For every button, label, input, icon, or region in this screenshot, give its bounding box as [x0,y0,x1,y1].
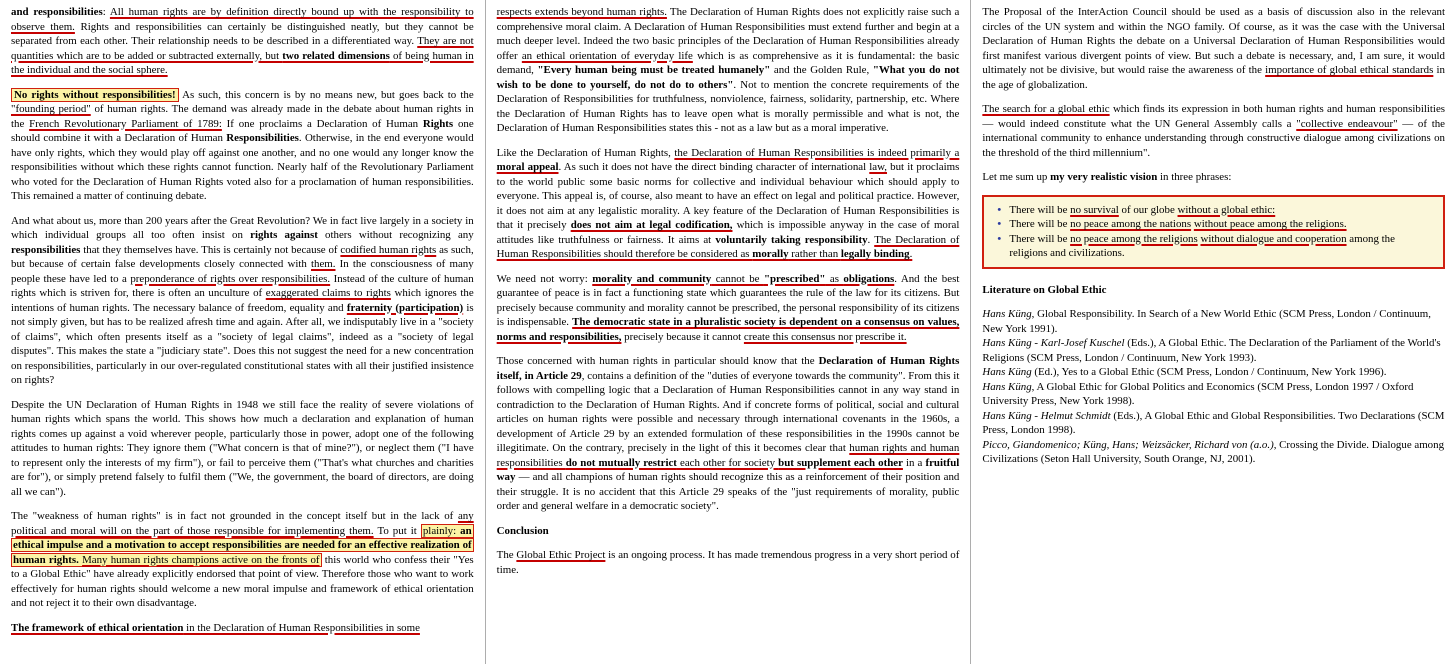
paragraph [11,398,474,500]
text-segment: among the religions and civilizations. [1009,232,1395,259]
literature-entry [982,365,1445,380]
text-segment: : [102,6,110,18]
text-segment: which is as comprehensive as it is fundamental: the basic demand, [496,49,960,76]
text-segment: Picco, Giandomenico; Küng, Hans; Weizsäcker, Richard von (a.o.) [982,438,1274,451]
text-segment: law, [869,161,888,173]
text-segment: but supplement each other [778,456,903,469]
text-segment: and responsibilities [11,6,103,18]
text-segment: — of the international community to enhance understanding through constructive dialogue among civilizations on the threshold of the third millennium". [982,117,1446,159]
text-segment: do not mutually restrict [565,456,677,469]
text-segment: any political and moral will on the part of those responsible for implementing them. [11,510,474,537]
text-segment: in the Declaration of Human Responsibilities in some [183,621,420,634]
text-segment: is not simply given, but has to be realized afresh time and again. After all, we indisputably live in a "society of claims", which often presents itself as a "society of legal claims", indeed as a "society of legal disputes". This makes the state a "judiciary state". Does this not suggest the need for a new concentration on responsibilities, particularly in our over-regulated constitutional states with all their justified insistence on rights? [11,301,474,386]
text-segment: "prescribed" [763,272,826,285]
text-segment: , Crossing the Divide. Dialogue among Civilizations (Seton Hall University, South Orange, NJ, 2001). [982,438,1445,465]
text-segment: human rights and human responsibilities [496,442,960,469]
text-segment: in the age of globalization. [982,64,1446,91]
paragraph [497,272,960,345]
text-segment: . [909,248,913,260]
paragraph [11,5,474,78]
vision-item [994,203,1433,218]
paragraph [982,102,1445,160]
text-segment: exaggerated claims to rights [265,287,391,299]
text-segment: Let me sum up [982,171,1051,183]
text-segment: Many human rights champions active on the fronts of [82,553,320,566]
text-segment: Hans Küng - Helmut Schmidt [982,409,1111,422]
paragraph [982,170,1445,185]
paragraph [11,509,474,611]
paragraph [497,5,960,136]
text-segment: "founding period" [11,103,91,115]
text-segment: an ethical impulse and a motivation to accept responsibilities are needed for an effective realization of human rights. [13,524,472,566]
vision-callout-box [982,195,1445,269]
text-segment: The democratic state in a pluralistic society is dependent on a consensus on values, norms and responsibilities, [496,316,960,343]
text-segment: . Otherwise, in the end everyone would have only rights, which they would play off against one another, and no one would any longer know the responsibilities without which these rights cannot function. Nearly half of the Revolutionary Parliament who voted for the Declaration of Human Rights voted also for a proclamation of human responsibilities. This remained a matter of continuing debate. [11,132,474,202]
text-segment: two related dimensions [282,49,390,62]
column-left [0,0,485,664]
text-segment: importance of global ethical standards [1265,64,1434,76]
text-segment: my very realistic vision [1050,171,1158,183]
text-segment: . And the best guarantee of peace is in fact a functioning state which guarantees the rule of the law for its citizens. But precisely because community and morality cannot be prescribed, the personal responsibility of its citizens is indispensable. [496,272,960,328]
text-segment: French Revolutionary Parliament of 1789: [29,117,222,130]
text-segment: rather than [788,248,841,260]
column-right [971,0,1456,664]
text-segment: We need not worry: [496,272,593,285]
text-segment: that they themselves have. This is certainly not because of [80,243,341,256]
text-segment: obligations [843,272,895,285]
text-segment: As such, this concern is by no means new, but goes back to the [178,88,474,101]
text-segment: , contains a definition of the "duties of everyone towards the community". From this it follows with compelling logic that a Declaration of Human Responsibilities cannot in any way stand in contradiction to the Declaration of Human Rights. And if concrete forms of political, social and cultural articles on human rights were possible and necessary through international covenants in the 1960s, a development of Article 29 by an extended formulation of these responsibilities in the 1990s cannot be illegitimate. On the contrary, precisely in the light of this it becomes clear that [496,369,960,454]
text-segment: Those concerned with human rights in particular should know that the [496,355,819,367]
paragraph [497,354,960,514]
text-segment: of being human in the individual and the social sphere. [11,49,474,76]
text-segment: no peace among the religions [1070,232,1198,245]
literature-entry [982,438,1445,467]
text-segment: responsibilities [11,243,81,256]
literature-entry [982,336,1445,365]
text-segment: . [867,233,875,246]
text-segment: one should combine it with a Declaration of Human [11,117,474,144]
text-segment: Hans Küng [982,380,1032,393]
literature-entry [982,380,1445,409]
text-segment: Instead of the culture of human rights which is striven for, there is often an unculture of [11,272,474,299]
text-segment: fruitful way [496,456,960,483]
paragraph [497,548,960,577]
text-segment: of our globe [1118,203,1178,216]
text-segment: The [496,549,517,561]
text-segment: Global Ethic Project [516,549,606,561]
text-segment: moral appeal [496,161,559,173]
text-segment: No rights without responsibilities! [11,88,179,102]
text-segment: (Eds.), A Global Ethic and Global Responsibilities. Two Declarations (SCM Press, London 1998). [982,409,1445,436]
text-segment: which is impossible anyway in the case of moral attitudes like truthfulness or fairness. It aims at [496,219,960,246]
text-segment: preponderance of rights over responsibilities. [130,272,331,285]
text-segment: an ethical orientation of everyday life [521,49,693,62]
text-segment: The "weakness of human rights" is in fact not grounded in the concept itself but in the lack of [11,510,458,522]
text-segment: Despite the UN Declaration of Human Rights in 1948 we still face the reality of severe violations of human rights which spans the world. This shows how much a declaration and explanation of human rights comes up against a void wherever people, particularly those in power, adopt one of the following attitudes to human rights: They ignore them ("What concern is that of mine?"), or neglect them ("I have to represent only the interests of my firm"), or fail to perceive them ("That's what churches and charities are for"), or simply pretend falsely to fulfil them ("We, the government, the board of directors, are doing all we can"). [11,398,474,498]
text-segment: "collective endeavour" [1296,117,1398,130]
text-segment: Declaration of Human Rights itself, in Article 29 [496,355,960,382]
text-segment: , A Global Ethic for Global Politics and Economics (SCM Press, London 1997 / Oxford University Press, New York 1998). [982,380,1414,407]
text-segment: "What you do not wish to be done to yourself, do not do to others" [496,64,960,91]
text-segment: codified human rights [340,243,437,256]
text-segment: Hans Küng [982,308,1032,320]
text-segment: In the consciousness of many people these have led to a [11,258,474,285]
text-segment: which finds its expression in both human rights and human responsibilities — would indeed constitute what the UN General Assembly calls a [982,103,1446,130]
text-segment: as [825,272,844,285]
text-segment: Rights [422,117,454,130]
text-segment: There will be [1009,232,1071,245]
text-segment: in a [902,456,926,469]
text-segment: There will be [1009,218,1071,230]
text-segment: does not aim at legal codification, [570,219,733,231]
text-segment: If one proclaims a Declaration of Human [221,117,423,130]
literature-entry [982,409,1445,438]
text-segment: Hans Küng - Karl-Josef Kuschel [982,337,1125,349]
text-segment: without a global ethic: [1177,203,1276,216]
column-middle [486,0,971,664]
text-segment: which ignores the intentions of human rights. The necessary balance of freedom, equality and [11,287,474,314]
text-segment: Rights and responsibilities can certainly be distinguished neatly, but they cannot be separated from each other. Their relationship needs to be described in a differentiated way. [11,20,474,47]
text-segment: (Ed.), Yes to a Global Ethic (SCM Press, London / Continuum, New York 1996). [1031,366,1387,378]
paragraph [497,146,960,262]
paragraph [11,621,474,636]
text-segment: is an ongoing process. It has made tremendous progress in a very short period of time. [496,549,960,576]
text-segment: as such, but because of certain false developments closely connected with [11,243,474,270]
text-segment: this world who confess their "Yes to a Global Ethic" have already explicitly endorsed that point of view. Therefore those who want to work effectively for human rights should welcome a new moral impulse and framework of ethical orientation and not reject it to their own disadvantage. [11,553,474,609]
text-segment: no survival [1070,203,1119,216]
text-segment: the Declaration of Human Responsibilities is indeed primarily a [674,146,960,159]
paragraph [11,88,474,204]
vision-item [994,217,1433,232]
vision-item [994,232,1433,261]
text-segment: The Declaration of Human Rights does not explicitly raise such a comprehensive moral claim. A Declaration of Human Responsibilities must extend further and begin at a much deeper level. Indeed the two basic principles of the Declaration of Human Responsibilities already offer [496,6,960,62]
text-segment: Like the Declaration of Human Rights, [496,146,675,159]
text-segment: All human rights are by definition directly bound up with the responsibility to observe them. [11,6,474,33]
text-segment: and the Golden Rule, [770,64,873,76]
text-segment: , Global Responsibility. In Search of a New World Ethic (SCM Press, London / Continuum, New York 1991). [982,308,1431,335]
text-segment: And what about us, more than 200 years after the Great Revolution? We in fact live largely in a society in which individual groups all too often insist on [11,214,474,241]
text-segment: without dialogue and cooperation [1200,232,1347,245]
section-heading-conclusion: Conclusion [496,524,549,537]
text-segment: respects extends beyond human rights. [496,6,667,18]
text-segment: There will be [1009,203,1071,216]
paragraph [982,5,1445,92]
text-segment: voluntarily taking responsibility [715,233,868,246]
text-segment: They are not quantities which are to be added or subtracted externally, but [11,35,474,62]
text-segment: (Eds.), A Global Ethic. The Declaration of the Parliament of the World's Religions (SCM Press, London / Continuum, New York 1993). [982,337,1441,364]
text-segment: . Not to mention the concrete requirements of the Declaration of Responsibilities for truthfulness, nonviolence, fairness, solidarity, partnership, etc. Where the Declaration of Human Rights has to leave open what is morally permissible and what is not, the Declaration of Human Responsibilities states this - not as a law but as a moral imperative. [496,78,960,134]
text-segment: Responsibilities [226,132,299,144]
text-segment: The Proposal of the InterAction Council should be used as a basis of discussion also in the relevant circles of the UN system and within the NGO family. Of course, as it was the case with the Universal Declaration of Human Rights the debate on a Universal Declaration of Human Responsibilities would first manifest various divergent points of view. But such a debate is necessary, and, I am sure, it would ultimately not be divisive, but would raise the awareness of the [982,6,1446,76]
text-segment: — and all champions of human rights should recognize this as a reinforcement of their position and their struggle. It is no accident that this Article 29 speaks of the "just requirements of morality, public order and general welfare in a democratic society". [496,471,960,512]
text-segment: morality and community [592,272,712,285]
text-segment: cannot be [711,272,764,285]
text-segment: fraternity (participation) [346,301,464,314]
vision-list [994,203,1433,261]
text-segment: others without recognizing any [317,229,474,241]
text-segment: morally [752,248,789,260]
section-heading-literature: Literature on Global Ethic [982,283,1107,296]
text-segment: The search for a global ethic [982,103,1110,115]
text-segment: Hans Küng [982,366,1032,378]
text-segment: without peace among the religions. [1193,218,1347,230]
text-segment: each other for society [676,456,779,469]
text-segment: "Every human being must be treated humanely" [537,64,771,76]
text-segment: . As such it does not have the direct binding character of international [558,161,870,173]
literature-entry [982,307,1445,336]
text-segment: of human rights. The demand was already made in the debate about human rights in the [11,103,474,130]
text-segment: plainly: [422,524,461,537]
text-segment: To put it [373,524,421,537]
text-segment: The framework of ethical orientation [11,621,184,634]
text-segment: no peace among the nations [1070,218,1192,230]
text-segment: them. [310,258,336,270]
text-segment: rights against [250,229,318,241]
paragraph [11,214,474,388]
text-segment: The Declaration of Human Responsibilities should therefore be considered as [496,233,960,260]
text-segment: legally binding [840,248,910,260]
text-segment: in three phrases: [1157,171,1232,183]
text-segment: precisely because it cannot [621,330,744,343]
text-segment: create this consensus nor prescribe it. [743,330,907,343]
text-segment: but it proclaims to the world public some basic norms for collective and individual behaviour which should apply to everyone. This appeal is, of course, also meant to have an effect on legal and political practice. However, it does not aim at any legalistic morality. A key feature of the Declaration of Human Responsibilities is that it precisely [496,161,960,231]
